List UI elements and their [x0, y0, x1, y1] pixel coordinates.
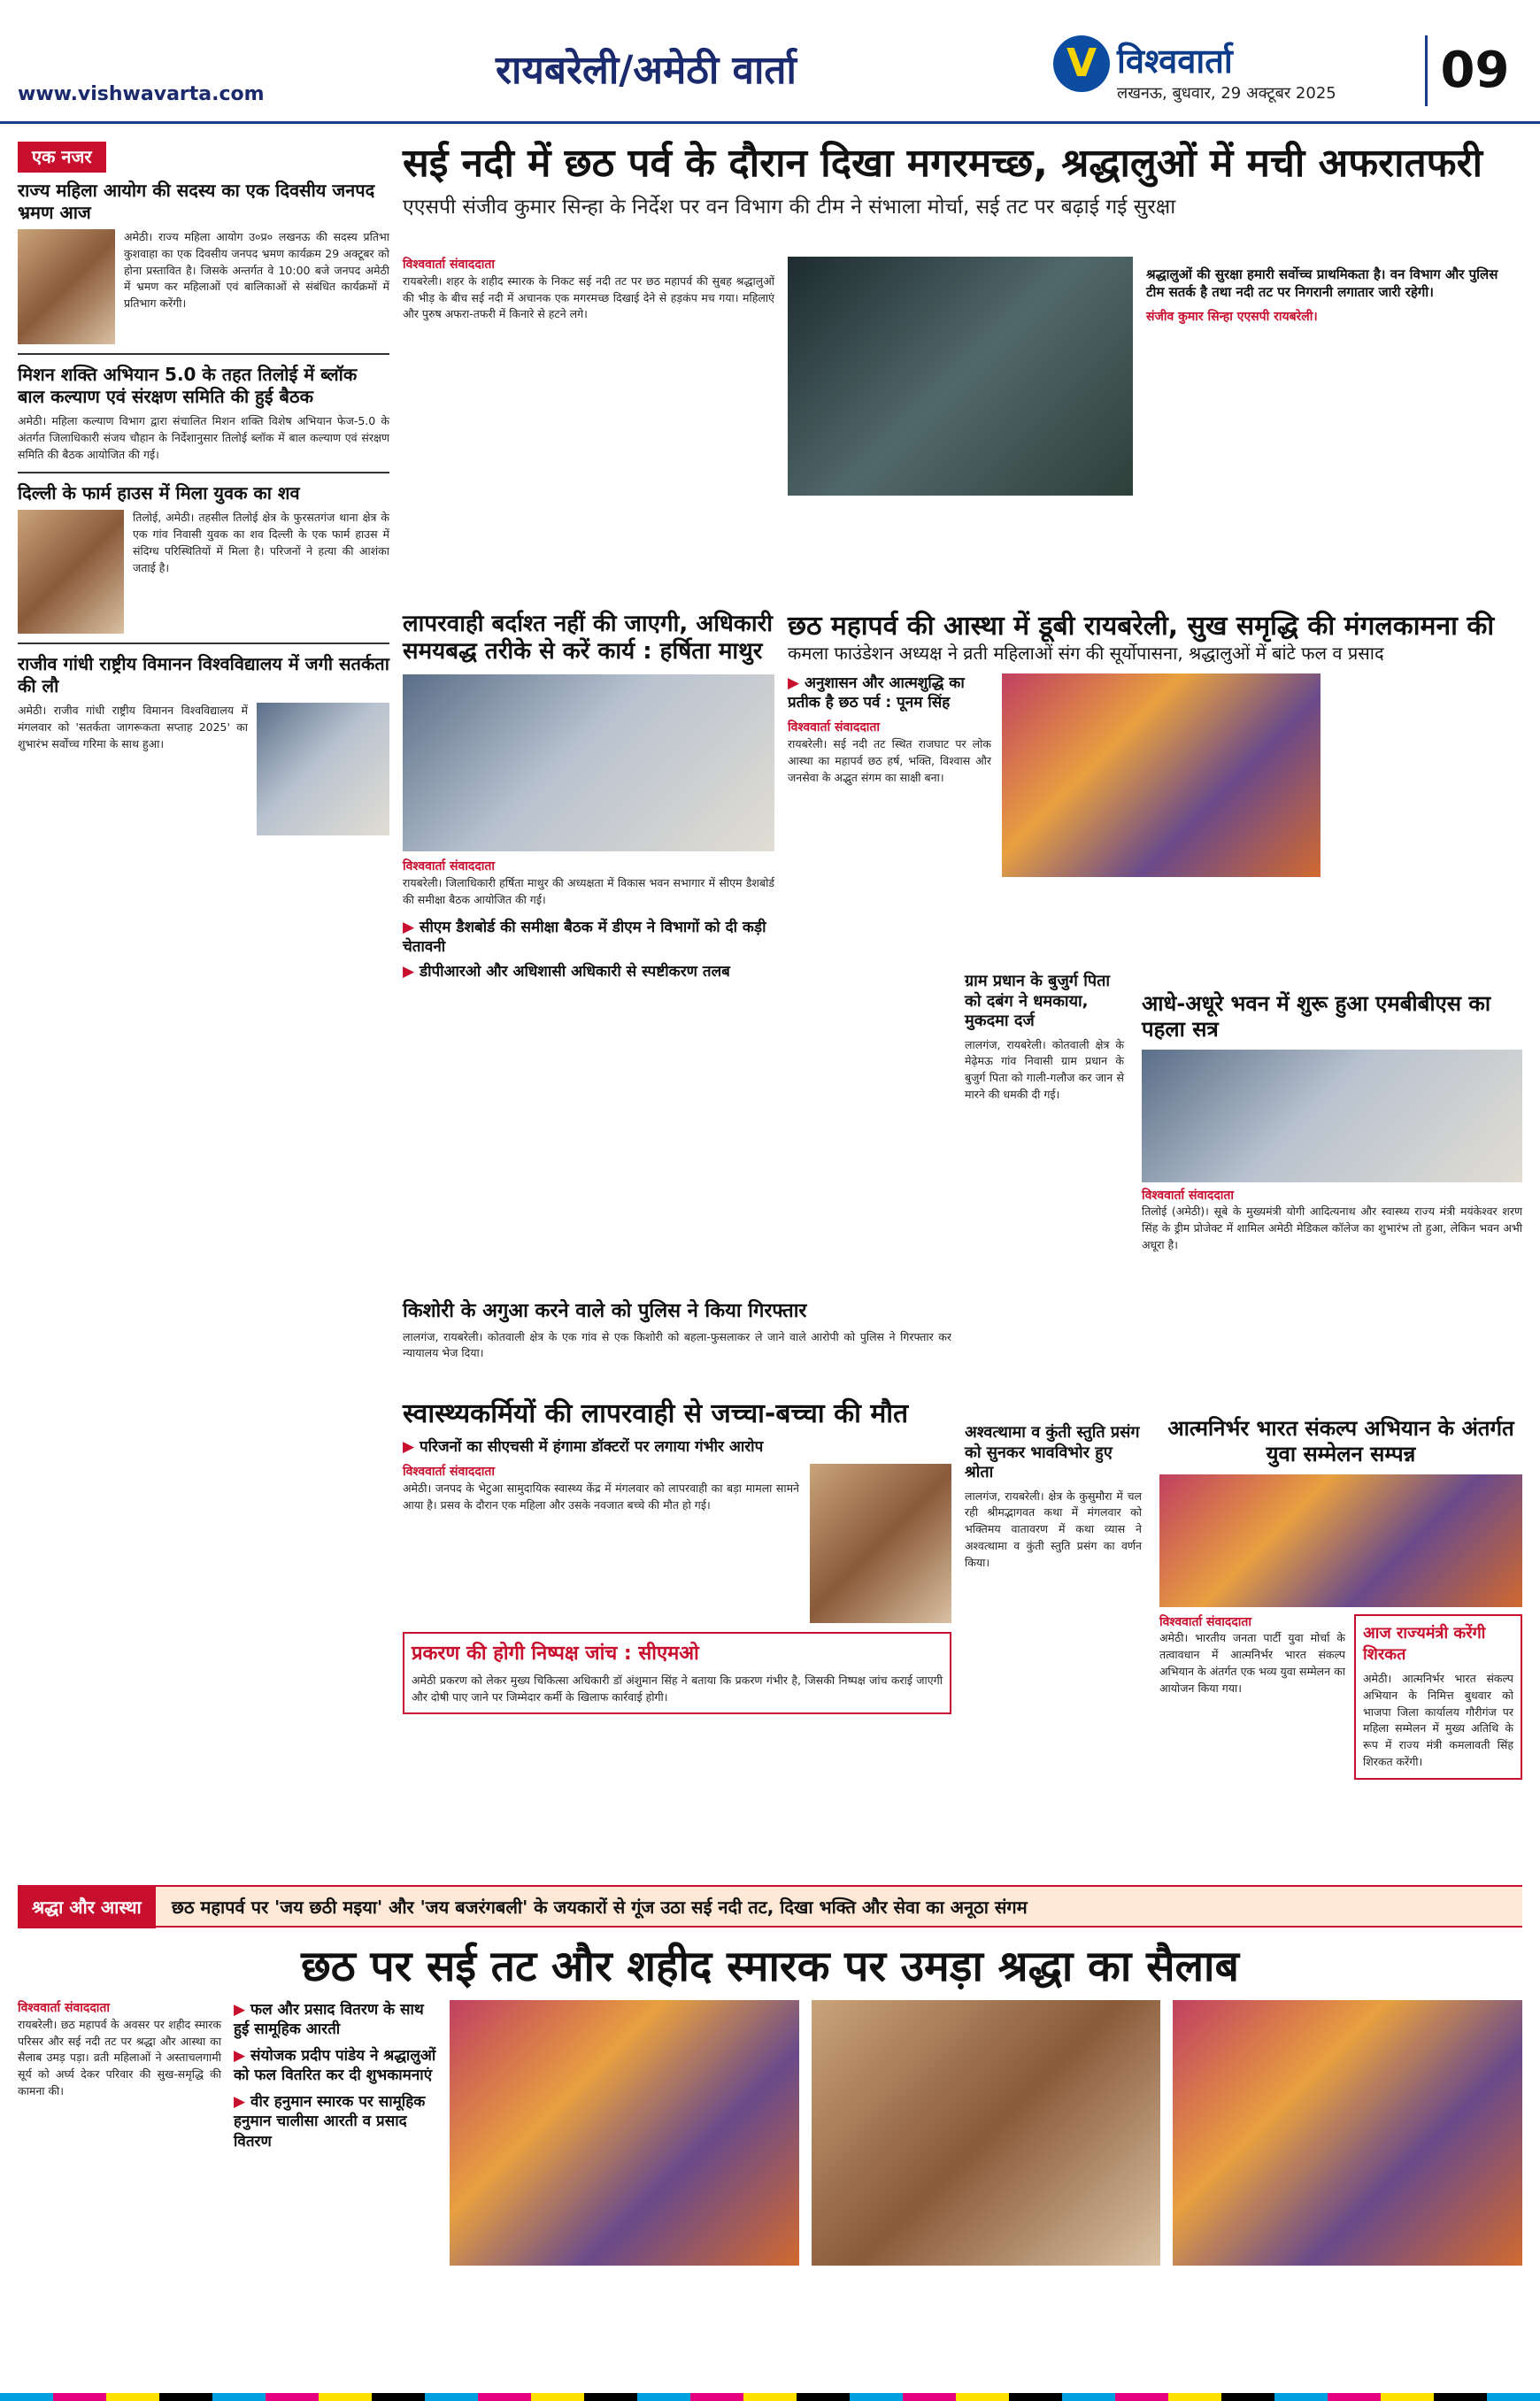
- shraddha-band: [18, 1885, 1522, 1928]
- mathur-byline: विश्ववार्ता संवाददाता: [403, 859, 496, 874]
- story-4-body: अमेठी। राजीव गांधी राष्ट्रीय विमानन विश्वविद्यालय में मंगलवार को 'सतर्कता जागरूकता सप्ताह 2025' का शुभारंभ सर्वोच्च गरिमा के साथ हुआ।: [18, 704, 248, 750]
- bottom-point-3: ▶ वीर हनुमान स्मारक पर सामूहिक हनुमान चालीसा आरती व प्रसाद वितरण: [234, 2092, 437, 2151]
- meeting-photo: [403, 674, 774, 851]
- mathur-body: रायबरेली। जिलाधिकारी हर्षिता माथुर की अध्यक्षता में विकास भवन सभागार में सीएम डैशबोर्ड की समीक्षा बैठक आयोजित की गई।: [403, 876, 774, 907]
- lead-subhead: एएसपी संजीव कुमार सिन्हा के निर्देश पर वन विभाग की टीम ने संभाला मोर्चा, सई तट पर बढ़ाई गई सुरक्षा: [403, 195, 1176, 219]
- cmo-box: [403, 1632, 951, 1714]
- health-headline: स्वास्थ्यकर्मियों की लापरवाही से जच्चा-बच्चा की मौत: [403, 1398, 909, 1429]
- story-3-headline: दिल्ली के फार्म हाउस में मिला युवक का शव: [18, 482, 300, 504]
- logo-v-icon: V: [1053, 35, 1110, 92]
- lead-quote: [1146, 265, 1518, 325]
- mathur-point-2: ▶ डीपीआरओ और अधिशासी अधिकारी से स्पष्टीकरण तलब: [403, 962, 774, 981]
- atmanirbhar-headline: आत्मनिर्भर भारत संकल्प अभियान के अंतर्गत युवा सम्मेलन सम्पन्न: [1167, 1416, 1514, 1466]
- band-tag: श्रद्धा और आस्था: [18, 1887, 156, 1928]
- lead-story: [403, 142, 1522, 221]
- atmanirbhar-photo: [1159, 1474, 1522, 1607]
- lead-text: [403, 257, 774, 323]
- story-3-body: तिलोई, अमेठी। तहसील तिलोई क्षेत्र के फुरसतगंज थाना क्षेत्र के एक गांव निवासी युवक का शव दिल्ली के एक फार्म हाउस में संदिग्ध परिस्थितियों में मिला है। परिजनों ने हत्या की आशंका जताई है।: [133, 511, 389, 574]
- minister-box-body: अमेठी। आत्मनिर्भर भारत संकल्प अभियान के निमित्त बुधवार को भाजपा जिला कार्यालय गौरीगंज पर महिला सम्मेलन में मुख्य अतिथि के रूप में राज्य मंत्री कमलावती सिंह शिरकत करेंगी।: [1363, 1672, 1513, 1768]
- story-1-body: अमेठी। राज्य महिला आयोग उ०प्र० लखनऊ की सदस्य प्रतिभा कुशवाहा का एक दिवसीय जनपद भ्रमण कार्यक्रम 29 अक्टूबर को होना प्रस्तावित है। जिसके अन्तर्गत वे 10:00 बजे जनपद अमेठी में भ्रमण कर महिलाओं एवं बालिकाओं से संबंधित कार्यक्रमों में प्रतिभाग करेंगी।: [124, 230, 389, 310]
- health-byline: विश्ववार्ता संवाददाता: [403, 1465, 496, 1480]
- story-4-photo: [257, 703, 389, 835]
- story-4-headline: राजीव गांधी राष्ट्रीय विमानन विश्वविद्यालय में जगी सतर्कता की लौ: [18, 653, 389, 697]
- cmo-box-body: अमेठी प्रकरण को लेकर मुख्य चिकित्सा अधिकारी डॉ अंशुमान सिंह ने बताया कि प्रकरण गंभीर है, जिसकी निष्पक्ष जांच कराई जाएगी और दोषी पाए जाने पर जिम्मेदार कर्मी के खिलाफ कार्रवाई होगी।: [412, 1673, 943, 1704]
- mathur-story: [403, 611, 774, 981]
- atmanirbhar-body: अमेठी। भारतीय जनता पार्टी युवा मोर्चा के तत्वावधान में आत्मनिर्भर भारत संकल्प अभियान के अंतर्गत एक भव्य युवा सम्मेलन का आयोजन किया गया।: [1159, 1631, 1345, 1695]
- bottom-story: [18, 2000, 1522, 2381]
- dateline: लखनऊ, बुधवार, 29 अक्टूबर 2025: [1117, 84, 1336, 103]
- chhath-byline: विश्ववार्ता संवाददाता: [788, 720, 881, 735]
- divider: [18, 643, 389, 644]
- lead-byline: विश्ववार्ता संवाददाता: [403, 258, 496, 272]
- gram-headline: ग्राम प्रधान के बुजुर्ग पिता को दबंग ने धमकाया, मुकदमा दर्ज: [965, 972, 1111, 1030]
- katha-story: [965, 1416, 1142, 1571]
- mbbs-body: तिलोई (अमेठी)। सूबे के मुख्यमंत्री योगी आदित्यनाथ और स्वास्थ्य राज्य मंत्री मयंकेश्वर शरण सिंह के ड्रीम प्रोजेक्ट में शामिल अमेठी मेडिकल कॉलेज का शुभारंभ तो हुआ, लेकिन भवन अभी अधूरा है।: [1142, 1204, 1522, 1251]
- color-registration-bar: [0, 2393, 1540, 2401]
- kishori-story: [403, 1292, 951, 1362]
- story-2-body: अमेठी। महिला कल्याण विभाग द्वारा संचालित मिशन शक्ति विशेष अभियान फेज-5.0 के अंतर्गत जिलाधिकारी संजय चौहान के निर्देशानुसार तिलोई ब्लॉक में बाल कल्याण एवं संरक्षण समिति की बैठक आयोजित की गई।: [18, 414, 389, 461]
- quote-attribution: संजीव कुमार सिन्हा एएसपी रायबरेली।: [1146, 309, 1318, 324]
- band-text: छठ महापर्व पर 'जय छठी मइया' और 'जय बजरंगबली' के जयकारों से गूंज उठा सई नदी तट, दिखा भक्ति और सेवा का अनूठा संगम: [171, 1897, 1028, 1918]
- divider: [18, 353, 389, 355]
- story-1-photo: [18, 229, 115, 344]
- brand-name: विश्ववार्ता: [1117, 42, 1233, 81]
- gram-body: लालगंज, रायबरेली। कोतवाली क्षेत्र के मेढ़ेमऊ गांव निवासी ग्राम प्रधान के बुजुर्ग पिता को गाली-गलौज कर जान से मारने की धमकी दी गई।: [965, 1037, 1124, 1101]
- story-1-headline: राज्य महिला आयोग की सदस्य का एक दिवसीय जनपद भ्रमण आज: [18, 180, 375, 223]
- lead-body: रायबरेली। शहर के शहीद स्मारक के निकट सई नदी तट पर छठ महापर्व की सुबह श्रद्धालुओं की भीड़ के बीच सई नदी में अचानक एक मगरमच्छ दिखाई देने से हड़कंप मच गया। महिलाएं और पुरुष अफरा-तफरी में किनारे से हटने लगे।: [403, 273, 774, 321]
- quote-text: श्रद्धालुओं की सुरक्षा हमारी सर्वोच्च प्राथमिकता है। वन विभाग और पुलिस टीम सतर्क है तथा नदी तट पर निगरानी लगातार जारी रहेगी।: [1146, 266, 1498, 301]
- divider: [18, 472, 389, 473]
- chhath-headline: छठ महापर्व की आस्था में डूबी रायबरेली, सुख समृद्धि की मंगलकामना की: [788, 611, 1495, 642]
- crocodile-river-photo: [788, 257, 1133, 496]
- story-3-photo: [18, 510, 124, 634]
- story-2-headline: मिशन शक्ति अभियान 5.0 के तहत तिलोई में ब्लॉक बाल कल्याण एवं संरक्षण समिति की हुई बैठक: [18, 364, 358, 407]
- chhath-photo: [1002, 673, 1321, 877]
- mbbs-byline: विश्ववार्ता संवाददाता: [1142, 1188, 1235, 1203]
- atmanirbhar-byline: विश्ववार्ता संवाददाता: [1159, 1614, 1252, 1629]
- mathur-point-1: ▶ सीएम डैशबोर्ड की समीक्षा बैठक में डीएम ने विभागों को दी कड़ी चेतावनी: [403, 918, 774, 957]
- bottom-photo-2: [812, 2000, 1161, 2266]
- site-url[interactable]: www.vishwavarta.com: [18, 83, 265, 105]
- bottom-byline: विश्ववार्ता संवाददाता: [18, 2001, 111, 2015]
- gram-story: [965, 965, 1124, 1104]
- cmo-box-title: प्रकरण की होगी निष्पक्ष जांच : सीएमओ: [412, 1643, 699, 1666]
- chhath-body: रायबरेली। सई नदी तट स्थित राजघाट पर लोक आस्था का महापर्व छठ हर्ष, भक्ति, विश्वास और जनसेवा के अद्भुत संगम का साक्षी बना।: [788, 737, 991, 784]
- health-point: ▶ परिजनों का सीएचसी में हंगामा डॉक्टरों पर लगाया गंभीर आरोप: [403, 1437, 951, 1457]
- atmanirbhar-story: [1159, 1416, 1522, 1780]
- chhath-story: [788, 611, 1522, 877]
- bottom-point-1: ▶ फल और प्रसाद वितरण के साथ हुई सामूहिक आरती: [234, 2000, 437, 2039]
- bottom-photo-3: [1173, 2000, 1522, 2266]
- mbbs-headline: आधे-अधूरे भवन में शुरू हुआ एमबीबीएस का पहला सत्र: [1142, 991, 1491, 1042]
- mbbs-story: [1142, 991, 1522, 1254]
- bottom-point-2: ▶ संयोजक प्रदीप पांडेय ने श्रद्धालुओं को फल वितरित कर दी शुभकामनाएं: [234, 2046, 437, 2085]
- ek-nazar-tag: एक नजर: [18, 142, 106, 173]
- kishori-body: लालगंज, रायबरेली। कोतवाली क्षेत्र के एक गांव से एक किशोरी को बहला-फुसलाकर ले जाने वाले आरोपी को पुलिस ने गिरफ्तार कर न्यायालय भेज दिया।: [403, 1329, 951, 1360]
- bottom-body: रायबरेली। छठ महापर्व के अवसर पर शहीद स्मारक परिसर और सई नदी तट पर श्रद्धा और आस्था का सैलाब उमड़ पड़ा। व्रती महिलाओं ने अस्ताचलगामी सूर्य को अर्घ्य देकर परिवार की सुख-समृद्धि की कामना की।: [18, 2017, 221, 2097]
- mbbs-photo: [1142, 1050, 1522, 1182]
- chhath-subhead: कमला फाउंडेशन अध्यक्ष ने व्रती महिलाओं संग की सूर्योपासना, श्रद्धालुओं में बांटे फल व प्रसाद: [788, 643, 1384, 664]
- katha-headline: अश्वत्थामा व कुंती स्तुति प्रसंग को सुनकर भावविभोर हुए श्रोता: [965, 1423, 1140, 1481]
- mathur-headline: लापरवाही बर्दाश्त नहीं की जाएगी, अधिकारी समयबद्ध तरीके से करें कार्य : हर्षिता माथुर: [403, 611, 773, 666]
- health-body: अमेठी। जनपद के भेटुआ सामुदायिक स्वास्थ्य केंद्र में मंगलवार को लापरवाही का बड़ा मामला सामने आया है। प्रसव के दौरान एक महिला और उसके नवजात बच्चे की मौत हो गई।: [403, 1481, 799, 1512]
- bottom-photo-1: [450, 2000, 799, 2266]
- left-column: [18, 142, 389, 1912]
- minister-box-title: आज राज्यमंत्री करेंगी शिरकत: [1363, 1623, 1486, 1664]
- katha-body: लालगंज, रायबरेली। क्षेत्र के कुसुमौरा में चल रही श्रीमद्भागवत कथा में मंगलवार को भक्तिमय वातावरण में कथा व्यास ने अश्वत्थामा व कुंती स्तुति प्रसंग का वर्णन किया।: [965, 1489, 1142, 1569]
- health-photo: [810, 1464, 951, 1623]
- page-number: 09: [1425, 35, 1522, 106]
- minister-box: [1354, 1614, 1522, 1780]
- page-name: रायबरेली/अमेठी वार्ता: [496, 48, 797, 93]
- lead-headline: सई नदी में छठ पर्व के दौरान दिखा मगरमच्छ, श्रद्धालुओं में मची अफरातफरी: [403, 141, 1482, 186]
- chhath-pull-quote: ▶ अनुशासन और आत्मशुद्धि का प्रतीक है छठ पर्व : पूनम सिंह: [788, 673, 991, 712]
- bottom-headline: छठ पर सई तट और शहीद स्मारक पर उमड़ा श्रद्धा का सैलाब: [301, 1942, 1239, 1991]
- health-story: [403, 1398, 951, 1714]
- kishori-headline: किशोरी के अगुआ करने वाले को पुलिस ने किया गिरफ्तार: [403, 1300, 807, 1322]
